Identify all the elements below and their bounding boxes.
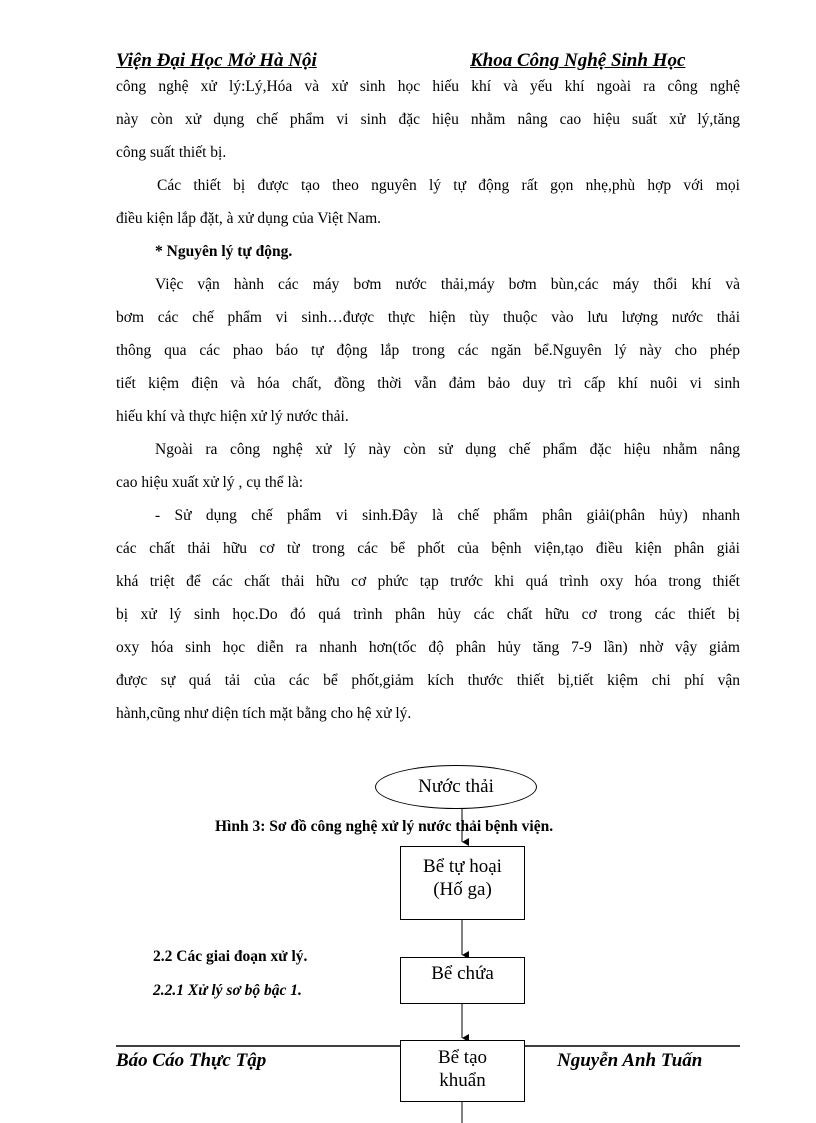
footer-author: Nguyễn Anh Tuấn bbox=[557, 1050, 703, 1071]
body-line: hiếu khí và thực hiện xử lý nước thải. bbox=[116, 408, 349, 425]
flow-box-storage-tank bbox=[400, 957, 525, 1004]
body-line: thông qua các phao báo tự động lắp trong các ngăn bể.Nguyên lý này cho phép bbox=[116, 342, 740, 359]
header-faculty: Khoa Công Nghệ Sinh Học bbox=[470, 50, 686, 71]
body-line: cao hiệu xuất xử lý , cụ thể là: bbox=[116, 474, 304, 491]
flow-box-label: (Hố ga) bbox=[433, 879, 492, 900]
body-line: bơm các chế phẩm vi sinh…được thực hiện tùy thuộc vào lưu lượng nước thải bbox=[116, 309, 740, 326]
body-line: được sự quá tải của các bể phốt,giảm kích thước thiết bị,tiết kiệm chi phí vận bbox=[116, 672, 740, 689]
body-line: điều kiện lắp đặt, à xử dụng của Việt Nam. bbox=[116, 210, 382, 227]
body-line: các chất thải hữu cơ từ trong các bể phốt của bệnh viện,tạo điều kiện phân giải bbox=[116, 540, 740, 557]
flow-box-label: Bể tạo bbox=[437, 1047, 488, 1068]
body-line: hành,cũng như diện tích mặt bằng cho hệ xử lý. bbox=[116, 705, 412, 722]
body-line: công nghệ xử lý:Lý,Hóa và xử sinh học hiếu khí và yếu khí ngoài ra công nghệ bbox=[116, 78, 740, 95]
body-line: tiết kiệm điện và hóa chất, đồng thời vẫn đảm bảo duy trì cấp khí nuôi vi sinh bbox=[116, 375, 740, 392]
flow-start-ellipse bbox=[375, 765, 537, 809]
flow-box-culture-tank bbox=[400, 1040, 525, 1102]
flow-start-label: Nước thải bbox=[418, 776, 494, 797]
figure-caption: Hình 3: Sơ đồ công nghệ xử lý nước thải bệnh viện. bbox=[215, 818, 554, 835]
section-heading: 2.2 Các giai đoạn xử lý. bbox=[153, 948, 308, 965]
body-line: oxy hóa sinh học diễn ra nhanh hơn(tốc độ phân hủy tăng 7-9 lần) nhờ vậy giảm bbox=[116, 639, 740, 656]
body-line: Ngoài ra công nghệ xử lý này còn sử dụng chế phẩm đặc hiệu nhằm nâng bbox=[155, 441, 740, 458]
flow-box-label: Bể chứa bbox=[431, 963, 494, 984]
header-institute: Viện Đại Học Mở Hà Nội bbox=[116, 50, 317, 71]
body-line: - Sử dụng chế phẩm vi sinh.Đây là chế phẩm phân giải(phân hủy) nhanh bbox=[155, 507, 740, 524]
body-line: công suất thiết bị. bbox=[116, 144, 227, 161]
flow-box-label: Bể tự hoại bbox=[423, 856, 502, 877]
body-line: Các thiết bị được tạo theo nguyên lý tự động rất gọn nhẹ,phù hợp với mọi bbox=[157, 177, 740, 194]
flow-box-septic-tank bbox=[400, 846, 525, 920]
flow-box-label: khuẩn bbox=[439, 1070, 486, 1091]
body-line: này còn xử dụng chế phẩm vi sinh đặc hiệu nhằm nâng cao hiệu suất xử lý,tăng bbox=[116, 111, 740, 128]
section-subheading: 2.2.1 Xử lý sơ bộ bậc 1. bbox=[153, 982, 302, 999]
subheading-auto-principle: * Nguyên lý tự động. bbox=[155, 243, 293, 260]
body-line: bị xử lý sinh học.Do đó quá trình phân hủy các chất hữu cơ trong các thiết bị bbox=[116, 606, 740, 623]
body-line: Việc vận hành các máy bơm nước thải,máy bơm bùn,các máy thổi khí và bbox=[155, 276, 740, 293]
body-line: khá triệt để các chất thải hữu cơ phức tạp trước khi quá trình oxy hóa trong thiết bbox=[116, 573, 740, 590]
footer-report-title: Báo Cáo Thực Tập bbox=[116, 1050, 267, 1071]
